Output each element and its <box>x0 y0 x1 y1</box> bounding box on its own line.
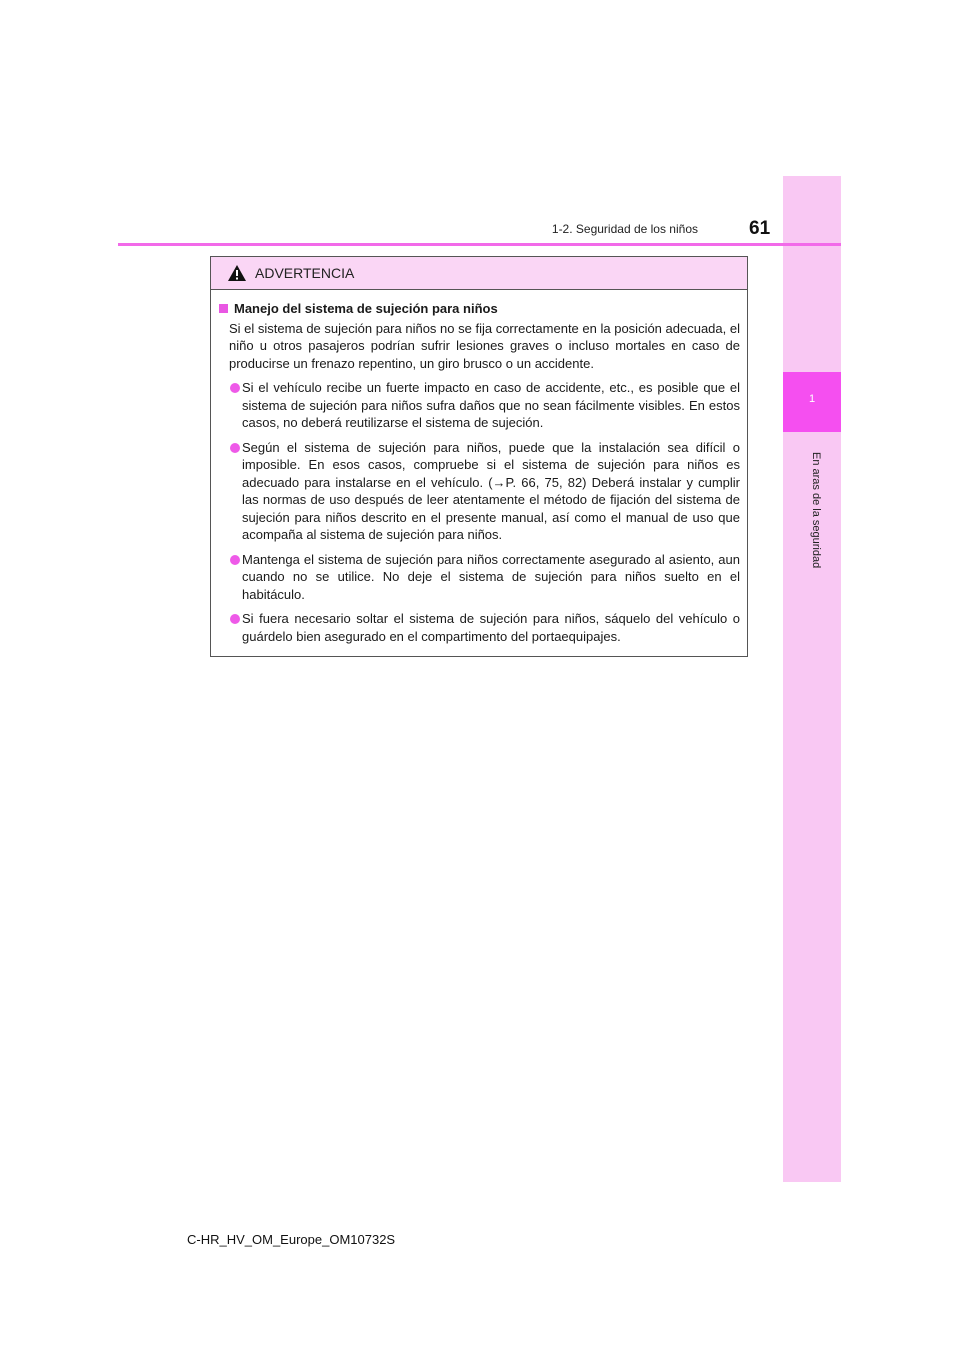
section-title: 1-2. Seguridad de los niños <box>551 222 698 236</box>
warning-bullet-text: Mantenga el sistema de sujeción para niños correctamente asegurado al asiento, aun cuando no se utilice. No deje el sistema de sujeción para niños suelto en el habitáculo. <box>242 551 740 602</box>
warning-bullet <box>219 439 740 544</box>
header-divider <box>118 243 841 246</box>
warning-bullet <box>219 379 740 432</box>
page-number: 61 <box>749 218 771 239</box>
chapter-number: 1 <box>808 393 816 405</box>
circle-bullet-icon <box>230 443 240 453</box>
warning-body <box>211 290 747 645</box>
chapter-side-strip <box>783 176 841 1182</box>
warning-box <box>210 256 748 657</box>
warning-intro: Si el sistema de sujeción para niños no se fija correctamente en la posición adecuada, el niño u otros pasajeros podrían sufrir lesiones graves o incluso mortales en caso de producirse un frenazo repentino, un giro brusco o un accidente. <box>229 320 740 371</box>
square-bullet-icon <box>219 304 228 313</box>
warning-header <box>211 257 747 290</box>
circle-bullet-icon <box>230 614 240 624</box>
warning-bullet <box>219 610 740 645</box>
warning-bullet-text: Si el vehículo recibe un fuerte impacto en caso de accidente, etc., es posible que el sistema de sujeción para niños sufra daños que no sean fácilmente visibles. En estos casos, no deberá reutilizarse el sistema de sujeción. <box>242 380 740 430</box>
warning-triangle-icon <box>227 264 247 282</box>
warning-bullet-text: Si fuera necesario soltar el sistema de sujeción para niños, sáquelo del vehículo o guárdelo bien asegurado en el compartimento del portaequipajes. <box>242 611 740 644</box>
warning-subheading-text: Manejo del sistema de sujeción para niños <box>234 301 498 316</box>
circle-bullet-icon <box>230 383 240 393</box>
warning-bullet <box>219 551 740 604</box>
document-code: C-HR_HV_OM_Europe_OM10732S <box>187 1232 396 1247</box>
chapter-title: En aras de la seguridad <box>810 451 822 569</box>
warning-bullet-text: Según el sistema de sujeción para niños, puede que la instalación sea difícil o imposible. En esos casos, compruebe si el sistema de sujeción para niños es adecuado para instalarse en el vehículo. (→P. 66, 75, 82) Deberá instalar y cumplir las normas de uso después de leer atentamente el método de fijación del sistema de sujeción para niños descrito en el presente manual, así como el manual de uso que acompaña al sistema de sujeción para niños. <box>242 439 740 542</box>
warning-title: ADVERTENCIA <box>255 265 355 281</box>
warning-subheading <box>219 300 740 318</box>
circle-bullet-icon <box>230 555 240 565</box>
